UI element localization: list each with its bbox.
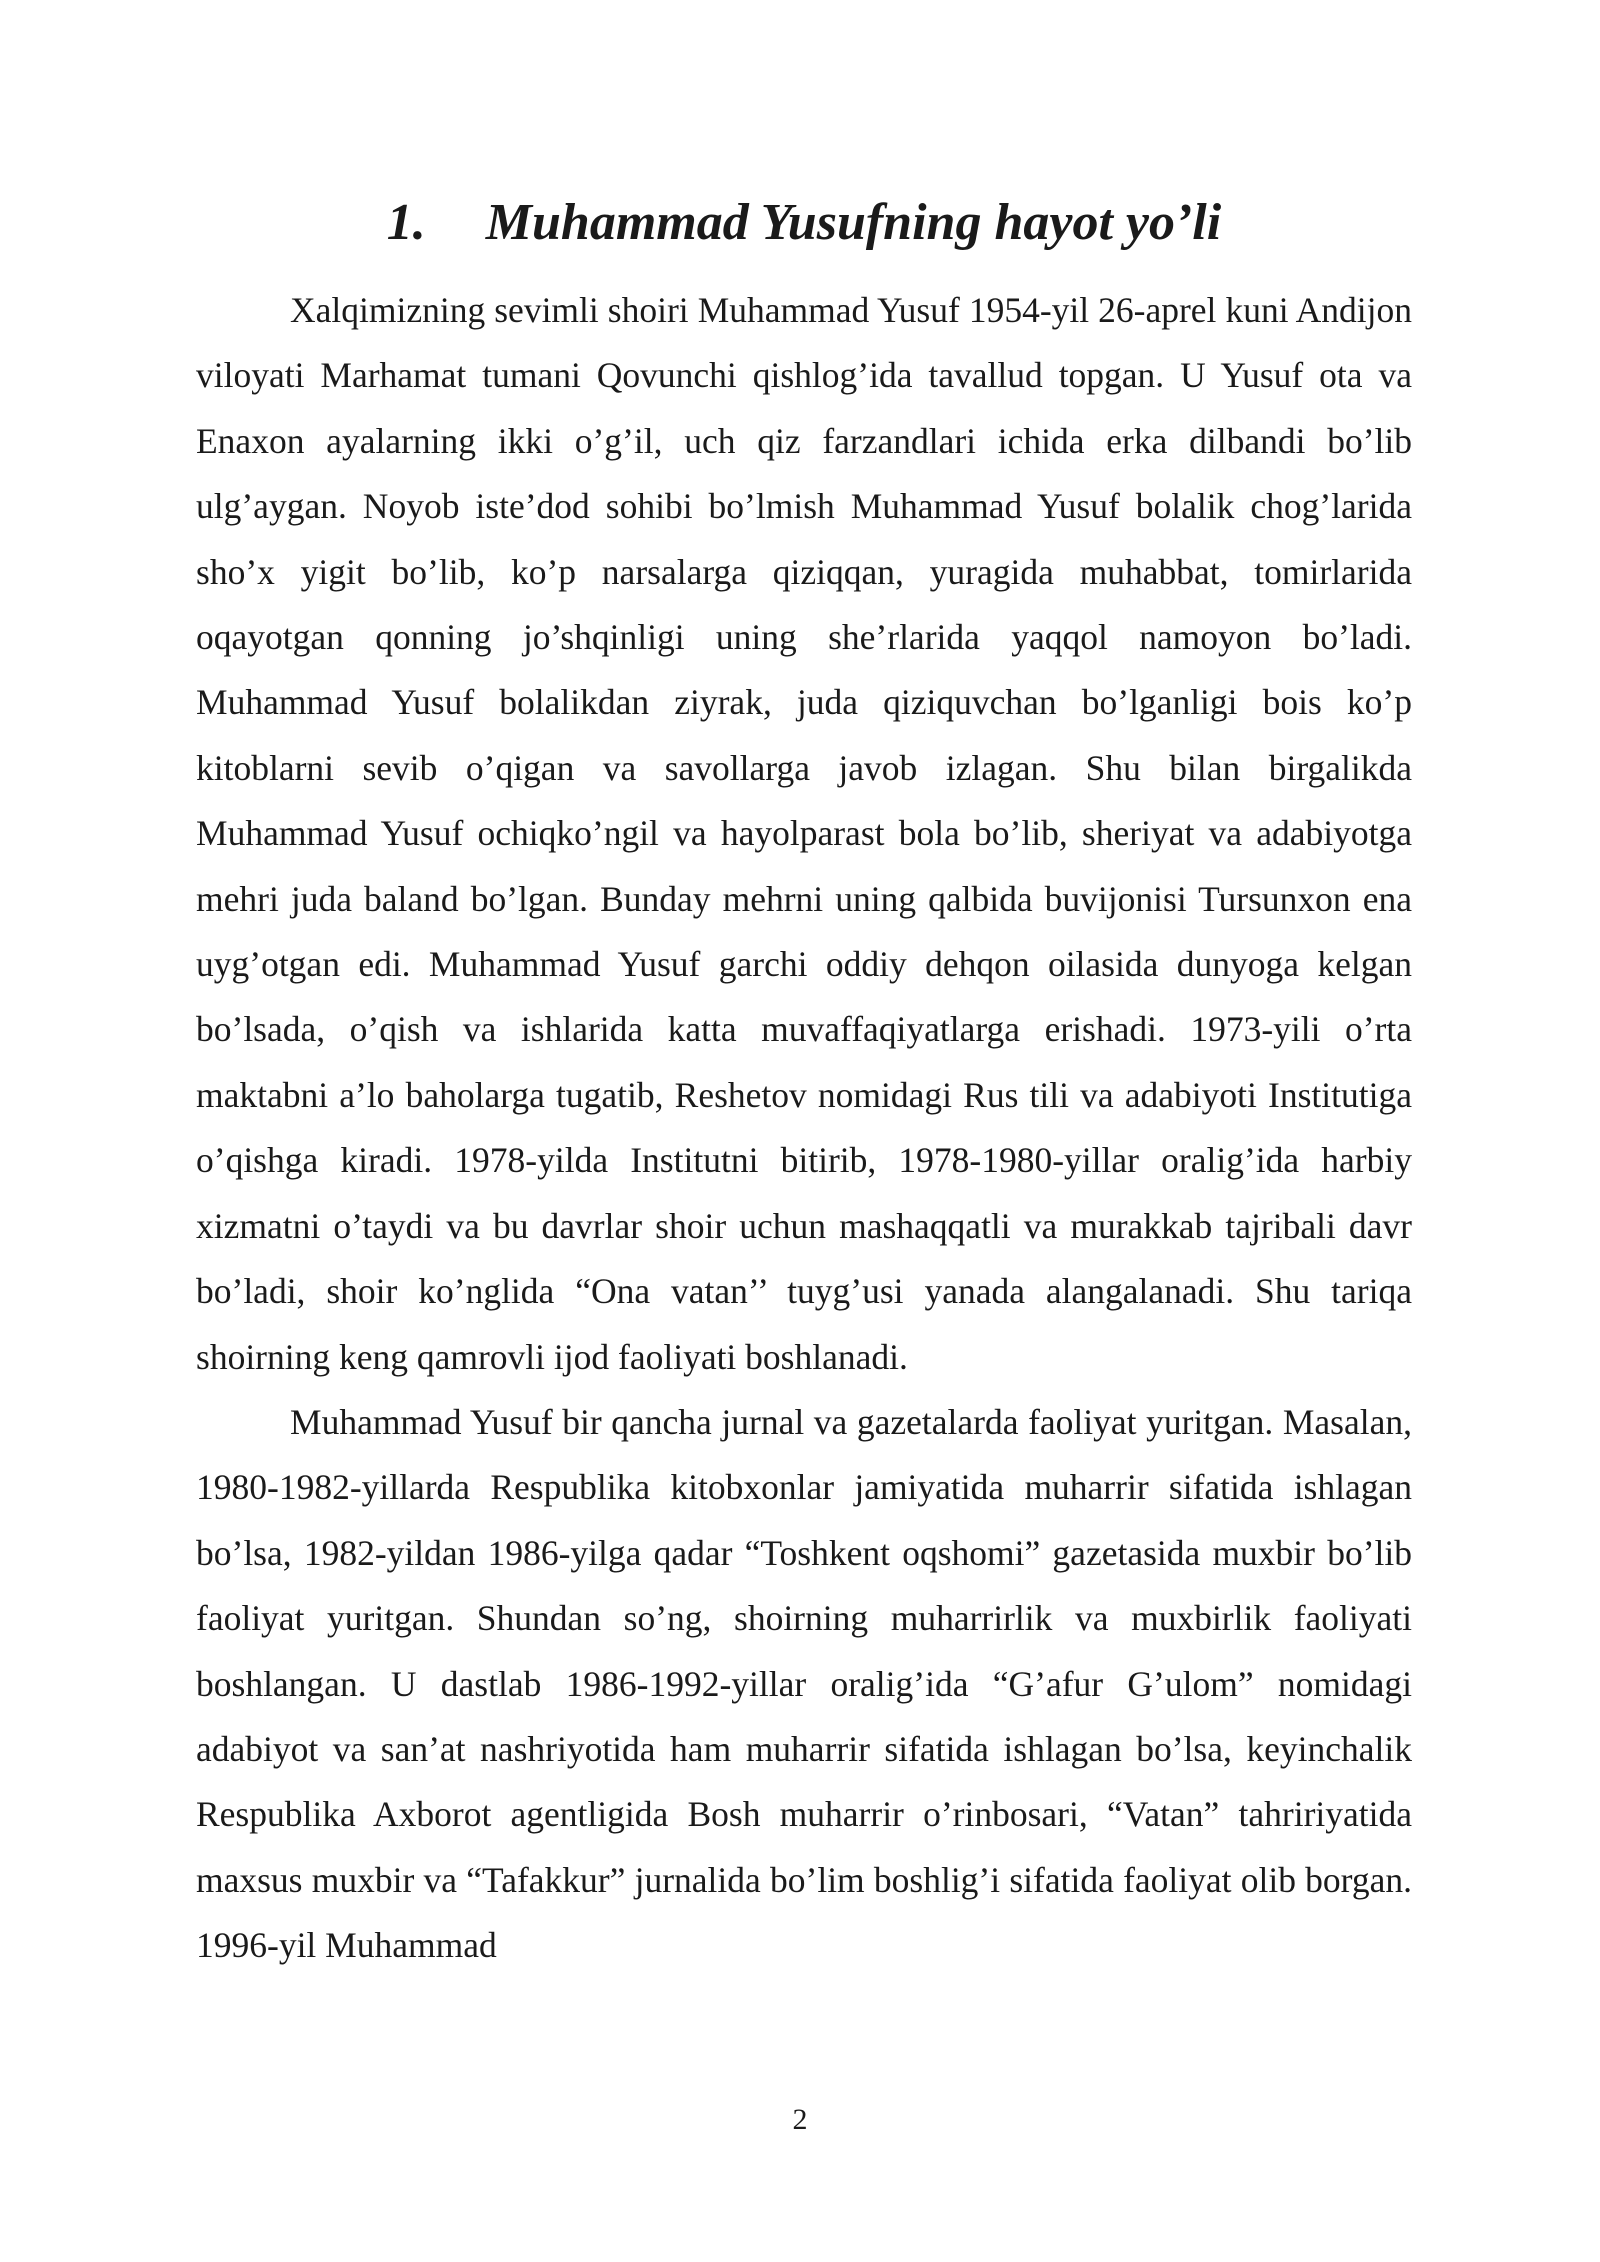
- section-number: 1.: [386, 194, 426, 251]
- section-title: Muhammad Yusufning hayot yo’li: [485, 194, 1222, 251]
- body-text: [196, 278, 1412, 1979]
- paragraph: Muhammad Yusuf bir qancha jurnal va gazetalarda faoliyat yuritgan. Masalan, 1980-1982-yillarda Respublika kitobxonlar jamiyatida muharrir sifatida ishlagan bo’lsa, 1982-yildan 1986-yilga qadar “Toshkent oqshomi” gazetasida muxbir bo’lib faoliyat yuritgan. Shundan so’ng, shoirning muharrirlik va muxbirlik faoliyati boshlangan. U dastlab 1986-1992-yillar oralig’ida “G’afur G’ulom” nomidagi adabiyot va san’at nashriyotida ham muharrir sifatida ishlagan bo’lsa, keyinchalik Respublika Axborot agentligida Bosh muharrir o’rinbosari, “Vatan” tahririyatida maxsus muxbir va “Tafakkur” jurnalida bo’lim boshlig’i sifatida faoliyat olib borgan. 1996-yil Muhammad: [196, 1401, 1412, 1966]
- paragraph: Xalqimizning sevimli shoiri Muhammad Yusuf 1954-yil 26-aprel kuni Andijon viloyati Marhamat tumani Qovunchi qishlog’ida tavallud topgan. U Yusuf ota va Enaxon ayalarning ikki o’g’il, uch qiz farzandlari ichida erka dilbandi bo’lib ulg’aygan. Noyob iste’dod sohibi bo’lmish Muhammad Yusuf bolalik chog’larida sho’x yigit bo’lib, ko’p narsalarga qiziqqan, yuragida muhabbat, tomirlarida oqayotgan qonning jo’shqinligi uning she’rlarida yaqqol namoyon bo’ladi. Muhammad Yusuf bolalikdan ziyrak, juda qiziquvchan bo’lganligi bois ko’p kitoblarni sevib o’qigan va savollarga javob izlagan. Shu bilan birgalikda Muhammad Yusuf ochiqko’ngil va hayolparast bola bo’lib, sheriyat va adabiyotga mehri juda baland bo’lgan. Bunday mehrni uning qalbida buvijonisi Tursunxon ena uyg’otgan edi. Muhammad Yusuf garchi oddiy dehqon oilasida dunyoga kelgan bo’lsada, o’qish va ishlarida katta muvaffaqiyatlarga erishadi. 1973-yili o’rta maktabni a’lo baholarga tugatib, Reshetov nomidagi Rus tili va adabiyoti Institutiga o’qishga kiradi. 1978-yilda Institutni bitirib, 1978-1980-yillar oralig’ida harbiy xizmatni o’taydi va bu davrlar shoir uchun mashaqqatli va murakkab tajribali davr bo’ladi, shoir ko’nglida “Ona vatan’’ tuyg’usi yanada alangalanadi. Shu tariqa shoirning keng qamrovli ijod faoliyati boshlanadi.: [196, 290, 1412, 1377]
- section-heading: [196, 188, 1412, 258]
- page-number: 2: [792, 2103, 808, 2136]
